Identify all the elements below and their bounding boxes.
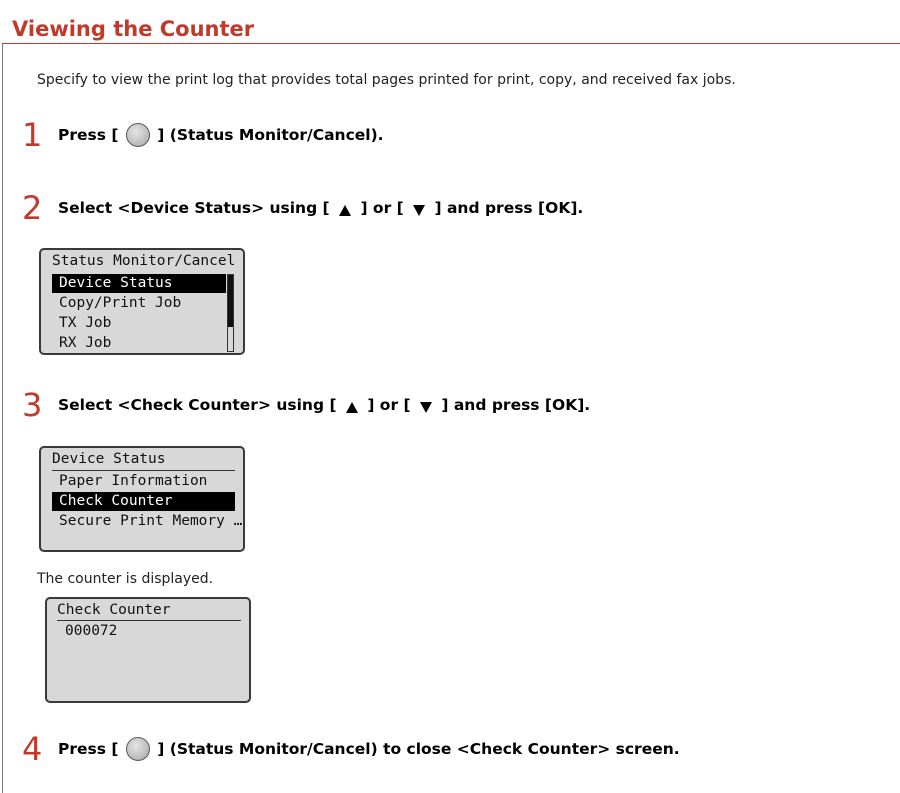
status-monitor-button-icon bbox=[126, 123, 150, 147]
lcd-header: Status Monitor/Cancel bbox=[52, 253, 236, 269]
step-2 bbox=[22, 189, 584, 227]
lcd-scrollbar bbox=[227, 274, 234, 352]
lcd-item: Secure Print Memory … bbox=[59, 513, 243, 529]
step-number: 3 bbox=[22, 386, 43, 424]
intro-text: Specify to view the print log that provides total pages printed for print, copy, and received fax jobs. bbox=[37, 72, 736, 88]
lcd-header: Check Counter bbox=[57, 602, 171, 618]
down-arrow-icon bbox=[420, 402, 432, 413]
lcd-item-selected: Device Status bbox=[52, 274, 226, 293]
step-instruction: Press [ ] (Status Monitor/Cancel) to close <Check Counter> screen. bbox=[58, 737, 680, 761]
lcd-header-divider bbox=[52, 470, 235, 471]
step-instruction: Press [ ] (Status Monitor/Cancel). bbox=[58, 123, 384, 147]
title-divider bbox=[2, 43, 900, 44]
lcd-item: Copy/Print Job bbox=[59, 295, 182, 311]
step-instruction: Select <Device Status> using [ ] or [ ] and press [OK]. bbox=[58, 199, 584, 217]
step-1 bbox=[22, 116, 384, 154]
page-title: Viewing the Counter bbox=[12, 17, 255, 41]
step-number: 2 bbox=[22, 189, 43, 227]
lcd-screen-device-status bbox=[39, 446, 245, 552]
up-arrow-icon bbox=[346, 402, 358, 413]
lcd-header-divider bbox=[57, 620, 241, 621]
step-number: 4 bbox=[22, 730, 43, 768]
counter-value: 000072 bbox=[65, 623, 118, 639]
status-monitor-button-icon bbox=[126, 737, 150, 761]
step-4 bbox=[22, 730, 680, 768]
page-left-border bbox=[2, 44, 3, 793]
counter-note: The counter is displayed. bbox=[37, 571, 214, 587]
lcd-item-selected: Check Counter bbox=[52, 492, 235, 511]
step-number: 1 bbox=[22, 116, 43, 154]
lcd-item: RX Job bbox=[59, 335, 112, 351]
up-arrow-icon bbox=[339, 205, 351, 216]
lcd-scrollbar-thumb bbox=[228, 275, 233, 327]
lcd-screen-status-monitor bbox=[39, 248, 245, 355]
down-arrow-icon bbox=[413, 205, 425, 216]
lcd-item: TX Job bbox=[59, 315, 112, 331]
lcd-header: Device Status bbox=[52, 451, 166, 467]
step-instruction: Select <Check Counter> using [ ] or [ ] and press [OK]. bbox=[58, 396, 591, 414]
lcd-screen-check-counter bbox=[45, 597, 251, 703]
lcd-item: Paper Information bbox=[59, 473, 208, 489]
step-3 bbox=[22, 386, 591, 424]
